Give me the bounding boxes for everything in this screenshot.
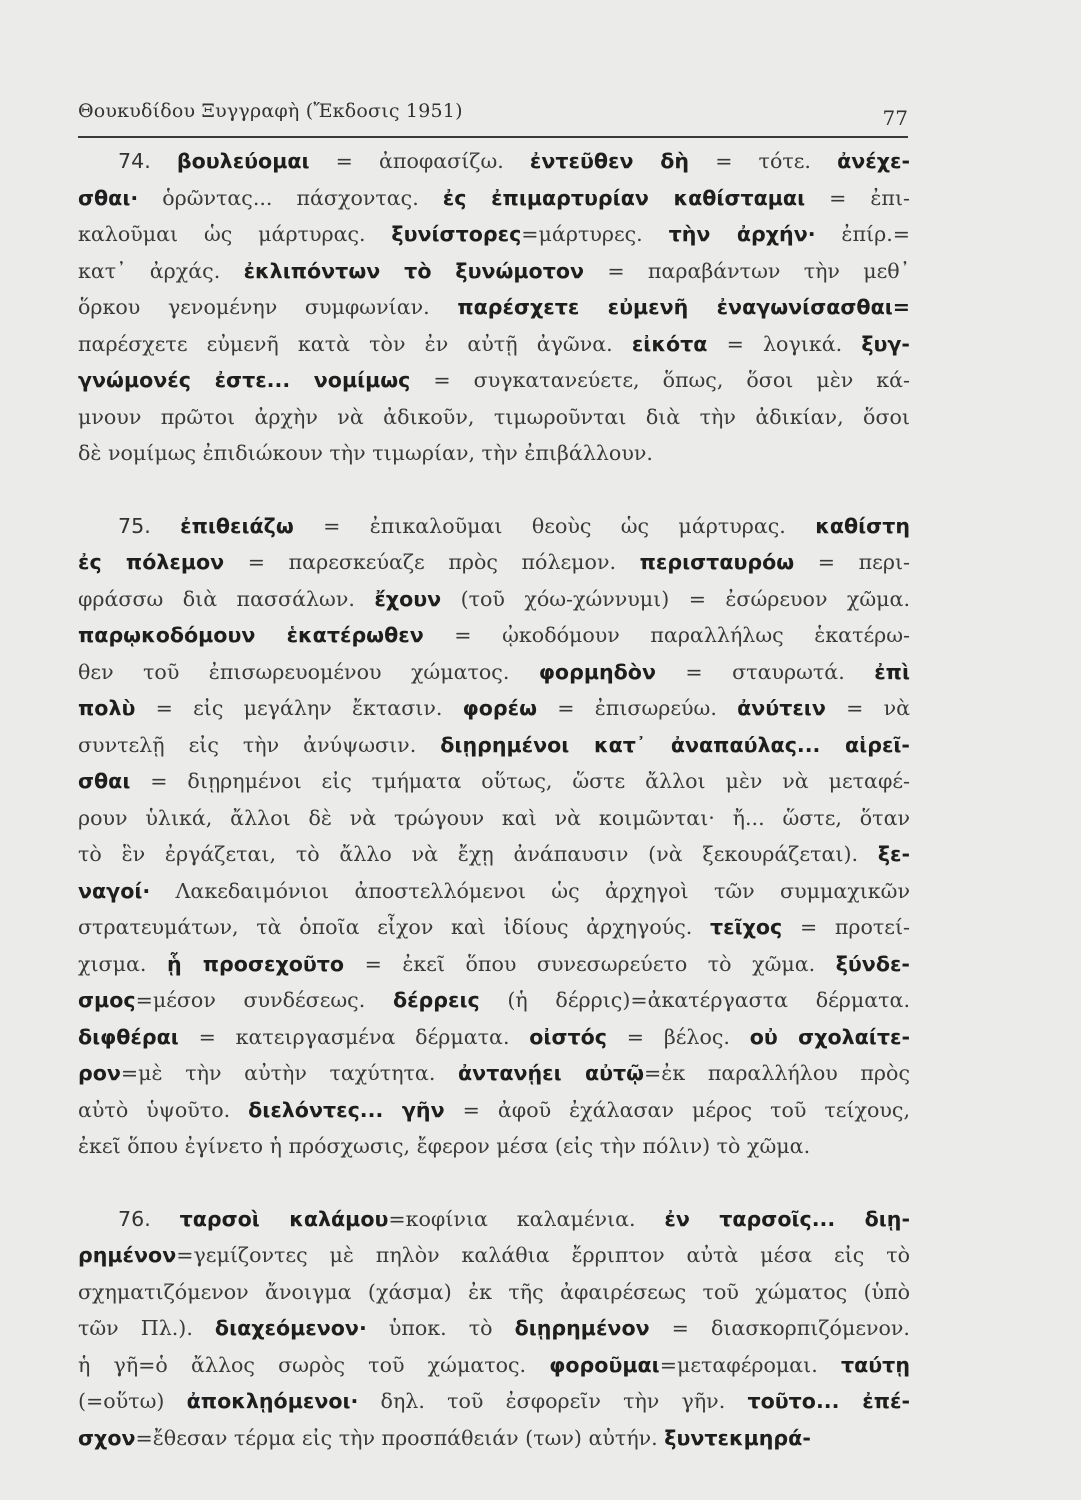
lemma-term: ᾗ προσεχοῦτο bbox=[166, 951, 345, 976]
text-line bbox=[78, 180, 910, 217]
gloss-text: δηλ. τοῦ ἐσφορεῖν τὴν γῆν. bbox=[358, 1389, 748, 1413]
lemma-term: παρῳκοδόμουν ἑκατέρωθεν bbox=[78, 623, 424, 647]
gloss-text: =ἔθεσαν τέρμα εἰς τὴν προσπάθειάν (των) αὐτήν. bbox=[135, 1425, 665, 1450]
text-line bbox=[78, 909, 910, 946]
lemma-term: ξυγ- bbox=[861, 331, 910, 356]
gloss-text: ὅρκου γενομένην συμφωνίαν. bbox=[78, 295, 458, 319]
gloss-text: = εἰς μεγάλην ἔκτασιν. bbox=[135, 696, 463, 720]
gloss-text: αὐτὸ ὑψοῦτο. bbox=[78, 1097, 249, 1122]
gloss-text: ἡ γῆ=ὁ ἄλλος σωρὸς τοῦ χώματος. bbox=[78, 1352, 550, 1377]
lemma-term: ἐς πόλεμον bbox=[78, 550, 225, 574]
gloss-text: = περι- bbox=[794, 550, 910, 574]
gloss-text: ὑποκ. τὸ bbox=[366, 1316, 515, 1340]
gloss-text: =ἐκ παραλλήλου πρὸς bbox=[644, 1061, 910, 1085]
text-line bbox=[78, 727, 910, 764]
gloss-text: καλοῦμαι ὡς μάρτυρας. bbox=[78, 222, 392, 246]
text-line bbox=[78, 508, 910, 545]
gloss-text: = προτεί- bbox=[782, 915, 911, 939]
lemma-term: τοῦτο... ἐπέ- bbox=[747, 1389, 910, 1413]
lemma-term: ρημένον bbox=[78, 1243, 177, 1267]
gloss-text: σχηματιζόμενον ἄνοιγμα (χάσμα) ἐκ τῆς ἀφαιρέσεως τοῦ χώματος (ὑπὸ bbox=[78, 1279, 910, 1304]
lemma-term: οἰστός bbox=[529, 1024, 607, 1049]
text-line bbox=[78, 654, 910, 691]
gloss-text: = συγκατανεύετε, ὅπως, ὅσοι μὲν κά- bbox=[410, 368, 911, 392]
text-line bbox=[78, 1237, 910, 1274]
lemma-term: ἀντανῄει αὐτῷ bbox=[458, 1061, 645, 1085]
text-line bbox=[78, 1347, 910, 1384]
lemma-term: ἐς ἐπιμαρτυρίαν καθίσταμαι bbox=[442, 185, 806, 210]
lemma-term: παρέσχετε εὐμενῆ ἐναγωνίσασθαι= bbox=[457, 295, 911, 319]
lemma-term: ἐπιθειάζω bbox=[180, 513, 294, 538]
gloss-text: = ἐπισωρεύω. bbox=[537, 696, 738, 720]
text-line bbox=[78, 1092, 910, 1129]
page-number: 77 bbox=[882, 106, 908, 130]
gloss-text: = ᾠκοδόμουν παραλλήλως ἑκατέρω- bbox=[423, 623, 910, 647]
lemma-term: διῃρημένον bbox=[514, 1316, 650, 1340]
gloss-text: δὲ νομίμως ἐπιδιώκουν τὴν τιμωρίαν, τὴν ἐπιβάλλουν. bbox=[78, 441, 653, 465]
lemma-term: γνώμονές ἐστε... νομίμως bbox=[78, 368, 411, 392]
lemma-term: ξυντεκμηρά- bbox=[664, 1425, 811, 1450]
gloss-text: = σταυρωτά. bbox=[655, 659, 875, 684]
lemma-term: φορέω bbox=[462, 696, 538, 720]
gloss-text: = λογικά. bbox=[707, 331, 862, 356]
gloss-text: =μάρτυρες. bbox=[521, 222, 669, 246]
chapter-number: 74. bbox=[118, 149, 177, 173]
gloss-text: ἐπίρ.= bbox=[815, 222, 911, 246]
lemma-term: ἀποκλῃόμενοι· bbox=[186, 1389, 359, 1413]
gloss-text: τὸ ἓν ἐργάζεται, τὸ ἄλλο νὰ ἔχῃ ἀνάπαυσιν (νὰ ξεκουράζεται). bbox=[78, 842, 878, 866]
text-line bbox=[78, 362, 910, 399]
commentary-paragraph bbox=[78, 1201, 910, 1457]
text-line bbox=[78, 544, 910, 581]
lemma-term: διφθέραι bbox=[78, 1024, 179, 1049]
gloss-text: = παραβάντων τὴν μεθ᾽ bbox=[584, 258, 911, 283]
text-line bbox=[78, 1201, 910, 1238]
lemma-term: ἀνύτειν bbox=[737, 696, 826, 720]
text-line bbox=[78, 873, 910, 910]
text-line bbox=[78, 143, 910, 180]
lemma-term: ἐντεῦθεν δὴ bbox=[529, 149, 690, 173]
gloss-text: = ἀποφασίζω. bbox=[309, 149, 530, 173]
lemma-term: ἔχουν bbox=[374, 586, 442, 611]
gloss-text: = διῃρημένοι εἰς τμήματα οὕτως, ὥστε ἄλλοι μὲν νὰ μεταφέ- bbox=[130, 769, 910, 793]
gloss-text: στρατευμάτων, τὰ ὁποῖα εἶχον καὶ ἰδίους ἀρχηγούς. bbox=[78, 915, 710, 939]
text-line bbox=[78, 1019, 910, 1056]
gloss-text: ἐκεῖ ὅπου ἐγίνετο ἡ πρόσχωσις, ἔφερον μέσα (εἰς τὴν πόλιν) τὸ χῶμα. bbox=[78, 1134, 811, 1158]
gloss-text: = βέλος. bbox=[607, 1024, 750, 1049]
text-line bbox=[78, 763, 910, 800]
gloss-text: Λακεδαιμόνιοι ἀποστελλόμενοι ὡς ἀρχηγοὶ τῶν συμμαχικῶν bbox=[150, 878, 910, 903]
lemma-term: ρον bbox=[78, 1061, 121, 1085]
gloss-text: παρέσχετε εὐμενῆ κατὰ τὸν ἐν αὐτῇ ἀγῶνα. bbox=[78, 331, 632, 356]
text-line bbox=[78, 1274, 910, 1311]
gloss-text: = νὰ bbox=[825, 696, 910, 720]
lemma-term: καθίστη bbox=[815, 513, 910, 538]
gloss-text: κατ᾽ ἀρχάς. bbox=[78, 258, 244, 283]
lemma-term: βουλεύομαι bbox=[176, 149, 310, 173]
lemma-term: οὐ σχολαίτε- bbox=[749, 1024, 910, 1049]
text-line bbox=[78, 982, 910, 1019]
gloss-text: συντελῇ εἰς τὴν ἀνύψωσιν. bbox=[78, 732, 441, 757]
text-line bbox=[78, 1383, 910, 1420]
lemma-term: εἰκότα bbox=[631, 331, 708, 356]
chapter-number: 76. bbox=[118, 1206, 180, 1231]
gloss-text: =μέσον συνδέσεως. bbox=[135, 988, 393, 1012]
text-line bbox=[78, 1128, 910, 1165]
text-line bbox=[78, 253, 910, 290]
text-line bbox=[78, 216, 910, 253]
gloss-text: =μεταφέρομαι. bbox=[659, 1352, 841, 1377]
gloss-text: τῶν Πλ.). bbox=[78, 1316, 215, 1340]
lemma-term: ξυνίστορες bbox=[391, 222, 522, 246]
gloss-text: =κοφίνια καλαμένια. bbox=[388, 1206, 665, 1231]
lemma-term: σθαι· bbox=[78, 185, 139, 210]
lemma-term: φορμηδὸν bbox=[538, 659, 656, 684]
lemma-term: διῃρημένοι κατ᾽ ἀναπαύλας... αἱρεῖ- bbox=[440, 732, 910, 757]
lemma-term: ταύτῃ bbox=[840, 1352, 910, 1377]
lemma-term: ταρσοὶ καλάμου bbox=[179, 1206, 389, 1231]
lemma-term: πολὺ bbox=[78, 696, 136, 720]
gloss-text: = ἀφοῦ ἐχάλασαν μέρος τοῦ τείχους, bbox=[444, 1097, 910, 1122]
lemma-term: ἀνέχε- bbox=[837, 149, 910, 173]
gloss-text: =μὲ τὴν αὐτὴν ταχύτητα. bbox=[120, 1061, 459, 1085]
text-line bbox=[78, 1055, 910, 1092]
gloss-text: = κατειργασμένα δέρματα. bbox=[178, 1024, 530, 1049]
gloss-text: (=οὕτω) bbox=[78, 1389, 187, 1413]
lemma-term: σχον bbox=[78, 1425, 136, 1450]
text-line bbox=[78, 1310, 910, 1347]
lemma-term: ἐν ταρσοῖς... διῃ- bbox=[664, 1206, 910, 1231]
gloss-text: χισμα. bbox=[78, 951, 167, 976]
gloss-text: ὁρῶντας... πάσχοντας. bbox=[138, 185, 443, 210]
lemma-term: ξε- bbox=[877, 842, 910, 866]
commentary-paragraph bbox=[78, 143, 910, 472]
running-title: Θουκυδίδου Ξυγγραφὴ (Ἔκδοσις 1951) bbox=[78, 100, 463, 122]
text-line bbox=[78, 1420, 910, 1457]
gloss-text: θεν τοῦ ἐπισωρευομένου χώματος. bbox=[78, 659, 539, 684]
gloss-text: φράσσω διὰ πασσάλων. bbox=[78, 586, 375, 611]
gloss-text: ρουν ὑλικά, ἄλλοι δὲ νὰ τρώγουν καὶ νὰ κοιμῶνται· ἤ... ὥστε, ὅταν bbox=[78, 805, 910, 830]
lemma-term: διαχεόμενον· bbox=[214, 1316, 367, 1340]
text-line bbox=[78, 435, 910, 472]
text-line bbox=[78, 946, 910, 983]
lemma-term: ἐκλιπόντων τὸ ξυνώμοτον bbox=[243, 258, 585, 283]
gloss-text: (ἡ δέρρις)=ἀκατέργαστα δέρματα. bbox=[479, 988, 910, 1012]
commentary-text bbox=[78, 143, 910, 1456]
gloss-text: = ἐκεῖ ὅπου συνεσωρεύετο τὸ χῶμα. bbox=[344, 951, 836, 976]
gloss-text: = τότε. bbox=[689, 149, 838, 173]
running-header bbox=[78, 96, 908, 138]
lemma-term: ξύνδε- bbox=[835, 951, 910, 976]
text-line bbox=[78, 581, 910, 618]
text-line bbox=[78, 326, 910, 363]
text-line bbox=[78, 800, 910, 837]
gloss-text: μνουν πρῶτοι ἀρχὴν νὰ ἀδικοῦν, τιμωροῦνται διὰ τὴν ἀδικίαν, ὅσοι bbox=[78, 404, 910, 429]
lemma-term: φοροῦμαι bbox=[549, 1352, 660, 1377]
text-line bbox=[78, 289, 910, 326]
lemma-term: περισταυρόω bbox=[639, 550, 795, 574]
gloss-text: = παρεσκεύαζε πρὸς πόλεμον. bbox=[224, 550, 640, 574]
lemma-term: ναγοί· bbox=[78, 878, 151, 903]
text-line bbox=[78, 690, 910, 727]
text-line bbox=[78, 399, 910, 436]
lemma-term: τεῖχος bbox=[710, 915, 783, 939]
text-line bbox=[78, 836, 910, 873]
gloss-text: = διασκορπιζόμενον. bbox=[649, 1316, 910, 1340]
gloss-text: (τοῦ χόω-χώννυμι) = ἐσώρευον χῶμα. bbox=[441, 586, 910, 611]
commentary-paragraph bbox=[78, 508, 910, 1165]
gloss-text: = ἐπι- bbox=[805, 185, 910, 210]
gloss-text: =γεμίζοντες μὲ πηλὸν καλάθια ἔρριπτον αὐτὰ μέσα εἰς τὸ bbox=[176, 1243, 910, 1267]
chapter-number: 75. bbox=[118, 513, 181, 538]
lemma-term: σθαι bbox=[78, 769, 131, 793]
lemma-term: διελόντες... γῆν bbox=[248, 1097, 445, 1122]
lemma-term: ἐπὶ bbox=[874, 659, 910, 684]
text-line bbox=[78, 617, 910, 654]
lemma-term: δέρρεις bbox=[392, 988, 480, 1012]
lemma-term: σμος bbox=[78, 988, 136, 1012]
gloss-text: = ἐπικαλοῦμαι θεοὺς ὡς μάρτυρας. bbox=[293, 513, 816, 538]
lemma-term: τὴν ἀρχήν· bbox=[668, 222, 816, 246]
